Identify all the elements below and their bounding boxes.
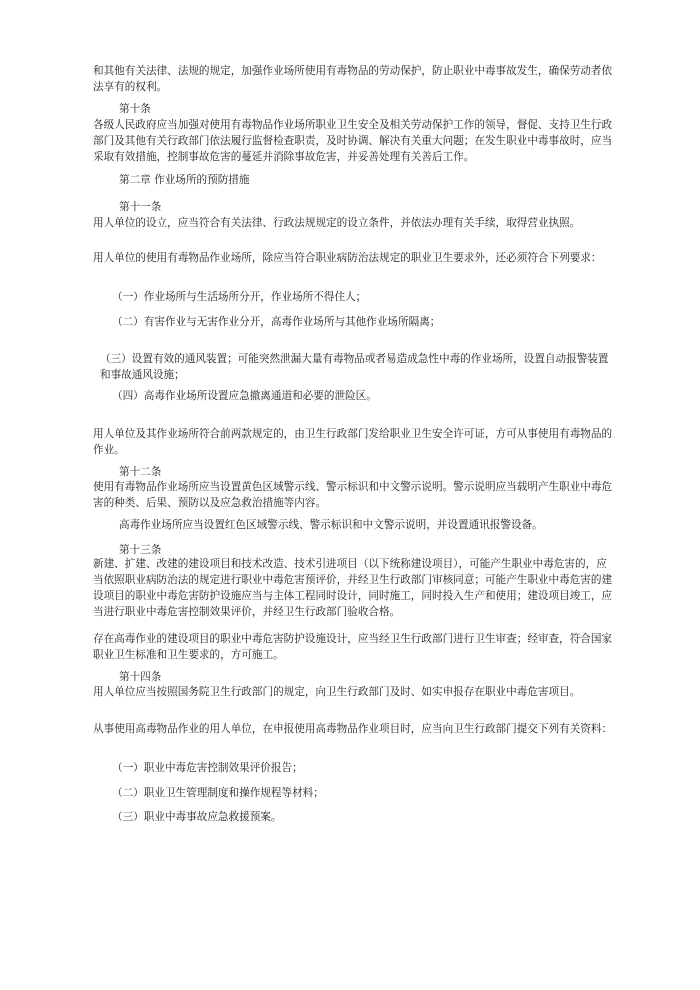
paragraph-license: 用人单位及其作业场所符合前两款规定的，由卫生行政部门发给职业卫生安全许可证，方可从事使用有毒物品的作业。 (93, 428, 613, 456)
article-heading-10: 第十条 (119, 103, 151, 115)
paragraph-article-12: 使用有毒物品作业场所应当设置黄色区域警示线、警示标识和中文警示说明。警示说明应当载明产生职业中毒危害的种类、后果、预防以及应急救治措施等内容。 (93, 481, 613, 509)
paragraph-submission: 从事使用高毒物品作业的用人单位，在申报使用高毒物品作业项目时，应当向卫生行政部门提交下列有关资料： (93, 723, 613, 735)
paragraph-requirements: 用人单位的使用有毒物品作业场所，除应当符合职业病防治法规定的职业卫生要求外，还必须符合下列要求： (93, 252, 602, 264)
chapter-heading-2: 第二章 作业场所的预防措施 (119, 174, 250, 186)
article-heading-14: 第十四条 (119, 671, 162, 683)
list-item-3: （三）设置有效的通风装置；可能突然泄漏大量有毒物品或者易造成急性中毒的作业场所，设置自动报警装置和事故通风设施； (100, 353, 609, 381)
list-item-1: （一）作业场所与生活场所分开，作业场所不得住人； (112, 291, 367, 303)
list-item-emergency-plan: （三）职业中毒事故应急救援预案。 (112, 811, 282, 823)
paragraph-article-13: 新建、扩建、改建的建设项目和技术改造、技术引进项目（以下统称建设项目），可能产生职业中毒危害的，应当依照职业病防治法的规定进行职业中毒危害预评价，并经卫生行政部门审核同意；可能产生职业中毒危害的建设项目的职业中毒危害防护设施应当与主体工程同时设计，同时施工，同时投入生产和使用；建设项目竣工，应当进行职业中毒危害控制效果评价，并经卫生行政部门验收合格。 (93, 558, 613, 618)
article-heading-13: 第十三条 (119, 544, 162, 556)
list-item-4: （四）高毒作业场所设置应急撤离通道和必要的泄险区。 (112, 390, 377, 402)
list-item-regulations: （二）职业卫生管理制度和操作规程等材料； (112, 787, 324, 799)
list-item-report: （一）职业中毒危害控制效果评价报告； (112, 762, 303, 774)
article-heading-12: 第十二条 (119, 466, 162, 478)
paragraph-high-toxic-warning: 高毒作业场所应当设置红色区域警示线、警示标识和中文警示说明，并设置通讯报警设备。 (119, 519, 543, 531)
article-heading-11: 第十一条 (119, 201, 162, 213)
paragraph-article-10: 各级人民政府应当加强对使用有毒物品作业场所职业卫生安全及相关劳动保护工作的领导，督促、支持卫生行政部门及其他有关行政部门依法履行监督检查职责，及时协调、解决有关重大问题；在发生职业中毒事故时，应当采取有效措施，控制事故危害的蔓延并消除事故危害，并妥善处理有关善后工作。 (93, 119, 613, 163)
paragraph-article-14: 用人单位应当按照国务院卫生行政部门的规定，向卫生行政部门及时、如实申报存在职业中毒危害项目。 (93, 686, 581, 698)
list-item-2: （二）有害作业与无害作业分开，高毒作业场所与其他作业场所隔离； (112, 316, 441, 328)
paragraph-design-review: 存在高毒作业的建设项目的职业中毒危害防护设施设计，应当经卫生行政部门进行卫生审查；经审查，符合国家职业卫生标准和卫生要求的，方可施工。 (93, 633, 613, 661)
paragraph-intro: 和其他有关法律、法规的规定，加强作业场所使用有毒物品的劳动保护，防止职业中毒事故发生，确保劳动者依法享有的权利。 (93, 65, 613, 93)
paragraph-article-11: 用人单位的设立，应当符合有关法律、行政法规规定的设立条件，并依法办理有关手续，取得营业执照。 (93, 217, 581, 229)
